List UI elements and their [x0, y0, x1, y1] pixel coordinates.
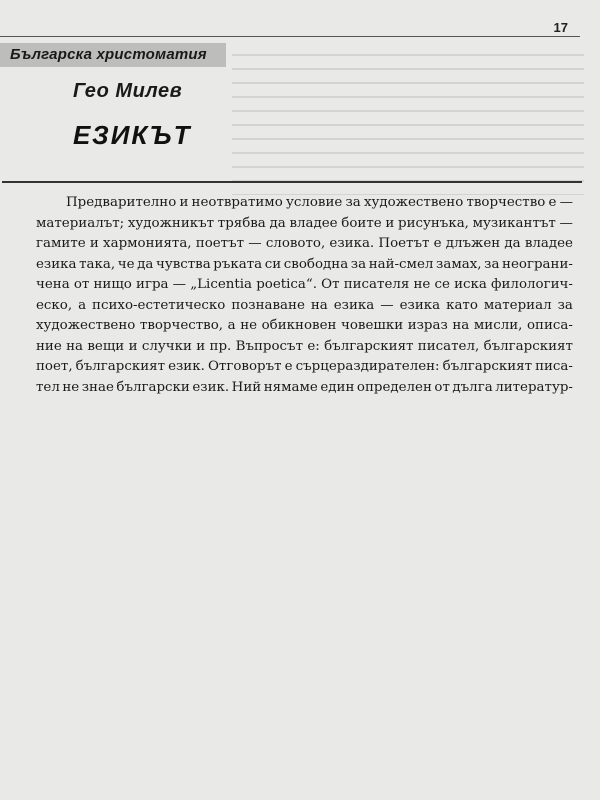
text-line: [36, 316, 573, 337]
word: не: [240, 318, 258, 334]
text-line: [36, 357, 573, 378]
header-rule: [0, 36, 580, 37]
word: сърцераздирателен:: [295, 359, 440, 375]
word: художникът: [127, 215, 215, 231]
word: и: [179, 195, 189, 210]
word: от: [73, 277, 90, 293]
text-line: [36, 234, 573, 255]
word: Въпросът: [235, 338, 303, 354]
word: „Licentia: [190, 277, 253, 293]
word: на: [452, 318, 470, 334]
page-number: 17: [553, 20, 568, 35]
text-line: [36, 378, 573, 399]
word: вещи: [87, 338, 125, 354]
word: иска: [454, 277, 487, 293]
word: владее: [524, 236, 573, 252]
word: пр.: [209, 338, 232, 354]
word: е: [548, 195, 557, 210]
word: човешки: [341, 318, 404, 334]
text-line: [36, 255, 573, 276]
word: познаване: [231, 297, 305, 313]
word: за: [557, 297, 573, 313]
word: език.: [192, 379, 230, 395]
word: езика.: [329, 236, 375, 252]
word: българският: [75, 359, 165, 375]
word: писателя: [343, 277, 410, 293]
word: да: [504, 236, 521, 252]
word: свободна: [283, 256, 349, 272]
word: Предварително: [66, 195, 177, 210]
text-line: [36, 275, 573, 296]
word: писа-: [535, 359, 573, 375]
word: чена: [36, 277, 70, 293]
bleed-through-texture: [232, 45, 584, 195]
word: че: [117, 256, 135, 272]
word: най-смел: [368, 256, 434, 272]
word: условие: [285, 195, 343, 210]
word: Ний: [231, 379, 262, 395]
word: българският: [324, 338, 414, 354]
word: замах,: [436, 256, 482, 272]
word: художествено: [363, 195, 464, 210]
word: хармонията,: [103, 236, 192, 252]
word: —: [172, 277, 187, 293]
word: като: [446, 297, 478, 313]
text-line: [36, 296, 573, 317]
word: мисли,: [473, 318, 523, 334]
word: и: [89, 236, 99, 252]
word: тел: [36, 379, 60, 395]
word: не: [62, 379, 80, 395]
word: от: [434, 379, 450, 395]
word: на: [310, 297, 328, 313]
word: творчество: [466, 195, 546, 210]
word: описа-: [526, 318, 573, 334]
text-line: [36, 214, 573, 235]
word: е: [433, 236, 442, 252]
body-text: [36, 193, 573, 398]
word: материал: [483, 297, 552, 313]
word: гамите: [36, 236, 86, 252]
word: еско,: [36, 297, 73, 313]
word: един: [320, 379, 355, 395]
word: ние: [36, 338, 62, 354]
word: езика: [399, 297, 441, 313]
word: език.: [168, 359, 205, 375]
word: —: [380, 297, 394, 313]
word: а: [78, 297, 87, 313]
word: за: [484, 256, 500, 272]
word: нямаме: [263, 379, 318, 395]
word: словото,: [265, 236, 326, 252]
word: От: [321, 277, 340, 293]
word: литератур-: [495, 379, 573, 395]
word: неотвратимо: [191, 195, 283, 210]
word: рисунъка,: [398, 215, 469, 231]
word: така,: [79, 256, 116, 272]
word: да: [137, 256, 154, 272]
word: филологич-: [491, 277, 573, 293]
word: да: [269, 215, 286, 231]
word: поет,: [36, 359, 73, 375]
word: случки: [141, 338, 192, 354]
word: българският: [442, 359, 532, 375]
word: а: [227, 318, 236, 334]
word: ръката: [213, 256, 263, 272]
word: материалът;: [36, 215, 125, 231]
section-title: Българска христоматия: [10, 46, 207, 63]
word: психо-естетическо: [92, 297, 226, 313]
word: езика: [36, 256, 77, 272]
word: игра: [136, 277, 169, 293]
word: на: [66, 338, 84, 354]
word: поетът: [195, 236, 245, 252]
word: трябва: [217, 215, 266, 231]
word: знае: [81, 379, 114, 395]
word: —: [248, 236, 262, 252]
word: си: [264, 256, 282, 272]
author-name: Гео Милев: [73, 80, 183, 102]
word: боите: [341, 215, 382, 231]
word: Отговорът: [207, 359, 282, 375]
word: определен: [356, 379, 432, 395]
word: poetica“.: [256, 277, 317, 293]
word: е: [284, 359, 293, 375]
word: нищо: [93, 277, 132, 293]
word: Поетът: [378, 236, 430, 252]
word: дълга: [452, 379, 493, 395]
word: и: [196, 338, 206, 354]
word: владее: [289, 215, 338, 231]
word: и: [385, 215, 395, 231]
word: неограни-: [502, 256, 573, 272]
word: се: [434, 277, 450, 293]
word: чувства: [155, 256, 211, 272]
word: обикновен: [261, 318, 337, 334]
word: за: [350, 256, 367, 272]
word: израз: [407, 318, 448, 334]
word: не: [413, 277, 431, 293]
word: български: [116, 379, 190, 395]
word: за: [345, 195, 361, 210]
word: творчество,: [139, 318, 224, 334]
word: длъжен: [445, 236, 501, 252]
word: българският: [483, 338, 573, 354]
word: езика: [333, 297, 375, 313]
word: е:: [307, 338, 320, 354]
text-line: [36, 193, 573, 214]
text-line: [36, 337, 573, 358]
word: художествено: [36, 318, 136, 334]
word: —: [559, 215, 573, 231]
work-title: ЕЗИКЪТ: [73, 120, 192, 150]
title-divider: [2, 181, 582, 183]
word: писател,: [417, 338, 480, 354]
word: и: [128, 338, 138, 354]
word: музикантът: [472, 215, 556, 231]
word: —: [559, 195, 573, 210]
